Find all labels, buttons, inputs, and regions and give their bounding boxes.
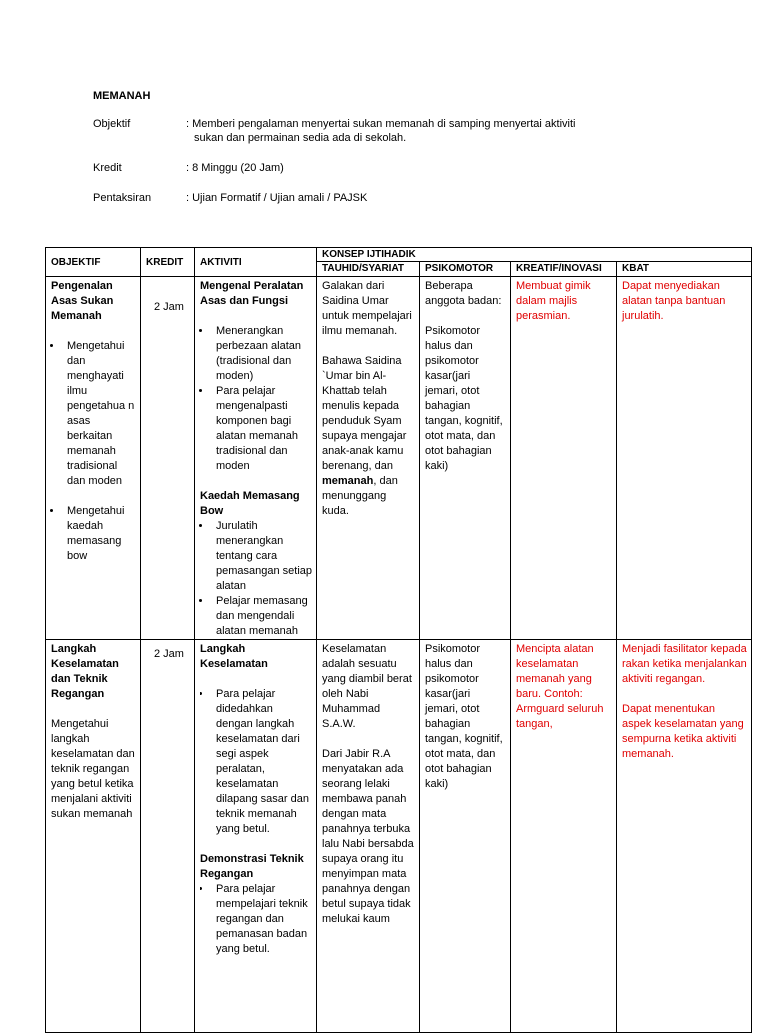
tauhid-text-bold: memanah <box>322 475 374 487</box>
header-kreatif: KREATIF/INOVASI <box>511 262 617 277</box>
objektif-value <box>186 117 656 145</box>
kredit-label: Kredit <box>93 162 122 174</box>
tauhid-text-part: , dan menunggang kuda. <box>322 475 398 517</box>
aktiviti-list <box>200 324 312 474</box>
page-title: MEMANAH <box>93 90 151 102</box>
table-row <box>46 277 752 640</box>
kbat-text: Menjadi fasilitator kepada rakan ketika menjalankan aktiviti regangan. <box>622 643 747 685</box>
objektif-value-line1: : Memberi pengalaman menyertai sukan memanah di samping menyertai aktiviti <box>186 118 576 130</box>
list-item: • Para pelajar mengenalpasti komponen bagi alatan memanah tradisional dan moden <box>212 384 312 474</box>
header-row <box>46 248 752 262</box>
header-aktiviti: AKTIVITI <box>195 248 317 277</box>
header-objektif: OBJEKTIF <box>46 248 141 277</box>
cell-aktiviti <box>195 640 317 1033</box>
aktiviti-title: Langkah Keselamatan <box>200 643 268 670</box>
cell-objektif <box>46 277 141 640</box>
header-kbat: KBAT <box>617 262 752 277</box>
aktiviti-list <box>200 882 312 957</box>
objektif-value-line2: sukan dan permainan sedia ada di sekolah. <box>194 132 407 144</box>
cell-kredit <box>141 640 195 1033</box>
curriculum-table <box>45 247 752 1033</box>
cell-kreatif: Mencipta alatan keselamatan memanah yang baru. Contoh: Armguard seluruh tangan, <box>511 640 617 1033</box>
objektif-title: Pengenalan Asas Sukan Memanah <box>51 280 114 322</box>
cell-tauhid <box>317 277 420 640</box>
header-psikomotor: PSIKOMOTOR <box>420 262 511 277</box>
list-item: • Pelajar memasang dan mengendali alatan memanah <box>212 594 312 639</box>
list-item: • Mengetahui dan menghayati ilmu pengetahua n asas berkaitan memanah tradisional dan moden <box>63 339 136 489</box>
objektif-list <box>51 339 136 489</box>
table-row <box>46 640 752 1033</box>
list-item: • Jurulatih menerangkan tentang cara pemasangan setiap alatan <box>212 519 312 594</box>
header-kredit: KREDIT <box>141 248 195 277</box>
aktiviti-title: Mengenal Peralatan Asas dan Fungsi <box>200 280 304 307</box>
psikomotor-text: Beberapa anggota badan: <box>425 280 502 307</box>
cell-kbat: Dapat menyediakan alatan tanpa bantuan jurulatih. <box>617 277 752 640</box>
tauhid-text: Dari Jabir R.A menyatakan ada seorang lelaki membawa panah dengan mata panahnya terbuka lalu Nabi bersabda supaya orang itu menyimpan mata panahnya dengan betul supaya tidak melukai kaum <box>322 748 414 925</box>
kbat-text: Dapat menentukan aspek keselamatan yang sempurna ketika aktiviti memanah. <box>622 703 744 760</box>
list-item: • Menerangkan perbezaan alatan (tradisional dan moden) <box>212 324 312 384</box>
aktiviti-list <box>200 519 312 639</box>
list-item: • Mengetahui kaedah memasang bow <box>63 504 136 564</box>
tauhid-text: Galakan dari Saidina Umar untuk mempelajari ilmu memanah. <box>322 280 412 337</box>
pentaksiran-value: : Ujian Formatif / Ujian amali / PAJSK <box>186 192 368 204</box>
cell-objektif <box>46 640 141 1033</box>
cell-psikomotor <box>420 277 511 640</box>
objektif-text: Mengetahui langkah keselamatan dan teknik regangan yang betul ketika menjalani aktiviti sukan memanah <box>51 718 135 820</box>
objektif-title: Langkah Keselamatan dan Teknik Regangan <box>51 643 119 700</box>
psikomotor-text: Psikomotor halus dan psikomotor kasar(jari jemari, otot bahagian tangan, kognitif, otot mata, dan otot bahagian kaki) <box>425 325 503 472</box>
list-item: • Para pelajar didedahkan dengan langkah keselamatan dari segi aspek peralatan, keselamatan dilapang sasar dan teknik memanah yang betul. <box>212 687 312 837</box>
cell-kredit <box>141 277 195 640</box>
pentaksiran-label: Pentaksiran <box>93 192 152 204</box>
tauhid-text <box>322 354 415 519</box>
aktiviti-list <box>200 687 312 837</box>
objektif-list <box>51 504 136 564</box>
cell-psikomotor: Psikomotor halus dan psikomotor kasar(jari jemari, otot bahagian tangan, kognitif, otot mata, dan otot bahagian kaki) <box>420 640 511 1033</box>
cell-tauhid <box>317 640 420 1033</box>
header-konsep: KONSEP IJTIHADIK <box>317 248 752 262</box>
cell-kreatif: Membuat gimik dalam majlis perasmian. <box>511 277 617 640</box>
kredit-value: : 8 Minggu (20 Jam) <box>186 162 284 174</box>
aktiviti-title: Demonstrasi Teknik Regangan <box>200 853 304 880</box>
cell-aktiviti <box>195 277 317 640</box>
tauhid-text-part: Bahawa Saidina `Umar bin Al-Khattab telah menulis kepada penduduk Syam supaya mengajar anak-anak kamu berenang, dan <box>322 355 407 472</box>
cell-kbat <box>617 640 752 1033</box>
list-item: • Para pelajar mempelajari teknik regangan dan pemanasan badan yang betul. <box>212 882 312 957</box>
aktiviti-title: Kaedah Memasang Bow <box>200 490 300 517</box>
objektif-label: Objektif <box>93 118 131 130</box>
kredit-value: 2 Jam <box>154 301 184 313</box>
header-tauhid: TAUHID/SYARIAT <box>317 262 420 277</box>
kredit-value: 2 Jam <box>154 648 184 660</box>
tauhid-text: Keselamatan adalah sesuatu yang diambil berat oleh Nabi Muhammad S.A.W. <box>322 643 412 730</box>
